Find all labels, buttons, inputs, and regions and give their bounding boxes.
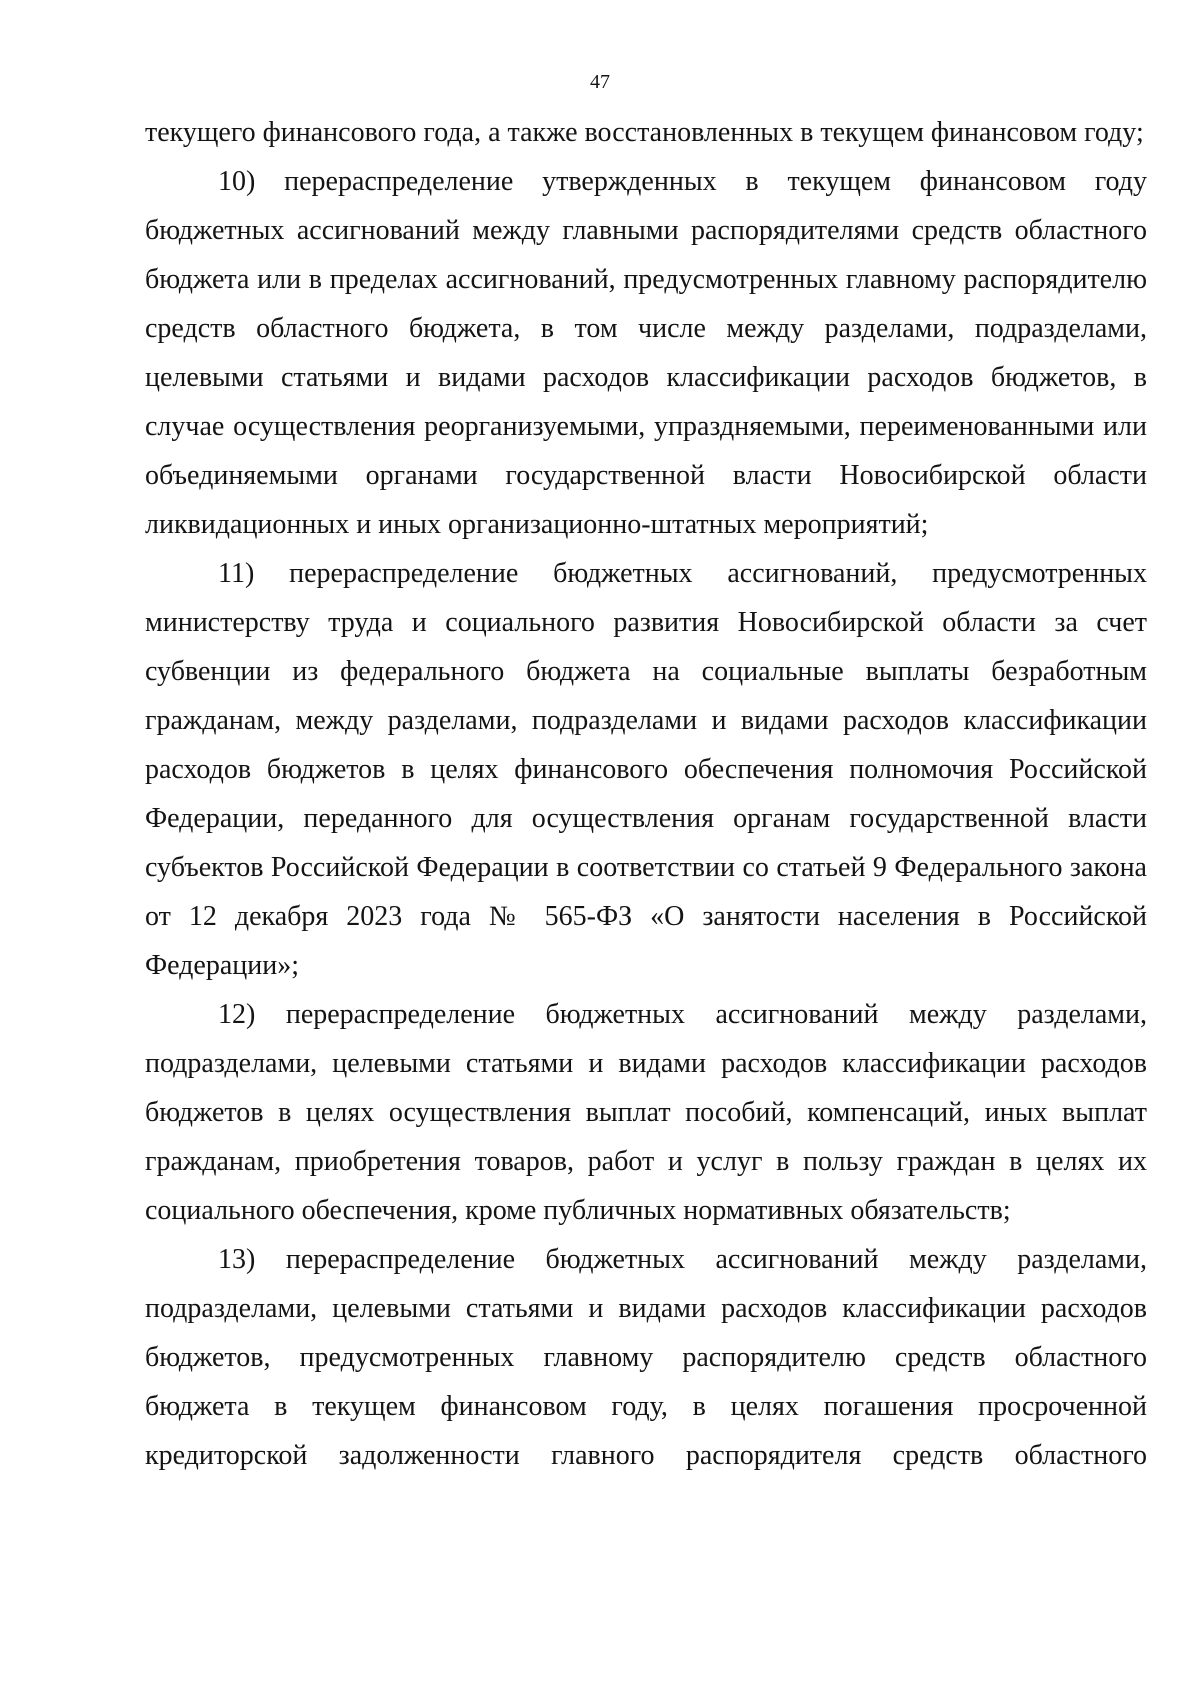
paragraph-item-13: 13) перераспределение бюджетных ассигнований между разделами, подразделами, целевыми статьями и видами расходов классификации расходов бюджетов, предусмотренных главному распорядителю средств областного бюджета в текущем финансовом году, в целях погашения просроченной кредиторской задолженности главного распорядителя средств областного bbox=[145, 1244, 1147, 1471]
paragraph-continuation: текущего финансового года, а также восстановленных в текущем финансовом году; bbox=[145, 117, 1144, 148]
page-number: 47 bbox=[590, 71, 610, 93]
document-body bbox=[145, 108, 1147, 1480]
paragraph-item-11: 11) перераспределение бюджетных ассигнований, предусмотренных министерству труда и социального развития Новосибирской области за счет субвенции из федерального бюджета на социальные выплаты безработным гражданам, между разделами, подразделами и видами расходов классификации расходов бюджетов в целях финансового обеспечения полномочия Российской Федерации, переданного для осуществления органам государственной власти субъектов Российской Федерации в соответствии со статьей 9 Федерального закона от 12 декабря 2023 года № 565-ФЗ «О занятости населения в Российской Федерации»; bbox=[145, 558, 1147, 981]
paragraph-item-12: 12) перераспределение бюджетных ассигнований между разделами, подразделами, целевыми статьями и видами расходов классификации расходов бюджетов в целях осуществления выплат пособий, компенсаций, иных выплат гражданам, приобретения товаров, работ и услуг в пользу граждан в целях их социального обеспечения, кроме публичных нормативных обязательств; bbox=[145, 999, 1147, 1226]
paragraph-item-10: 10) перераспределение утвержденных в текущем финансовом году бюджетных ассигнований между главными распорядителями средств областного бюджета или в пределах ассигнований, предусмотренных главному распорядителю средств областного бюджета, в том числе между разделами, подразделами, целевыми статьями и видами расходов классификации расходов бюджетов, в случае осуществления реорганизуемыми, упраздняемыми, переименованными или объединяемыми органами государственной власти Новосибирской области ликвидационных и иных организационно-штатных мероприятий; bbox=[145, 166, 1147, 540]
